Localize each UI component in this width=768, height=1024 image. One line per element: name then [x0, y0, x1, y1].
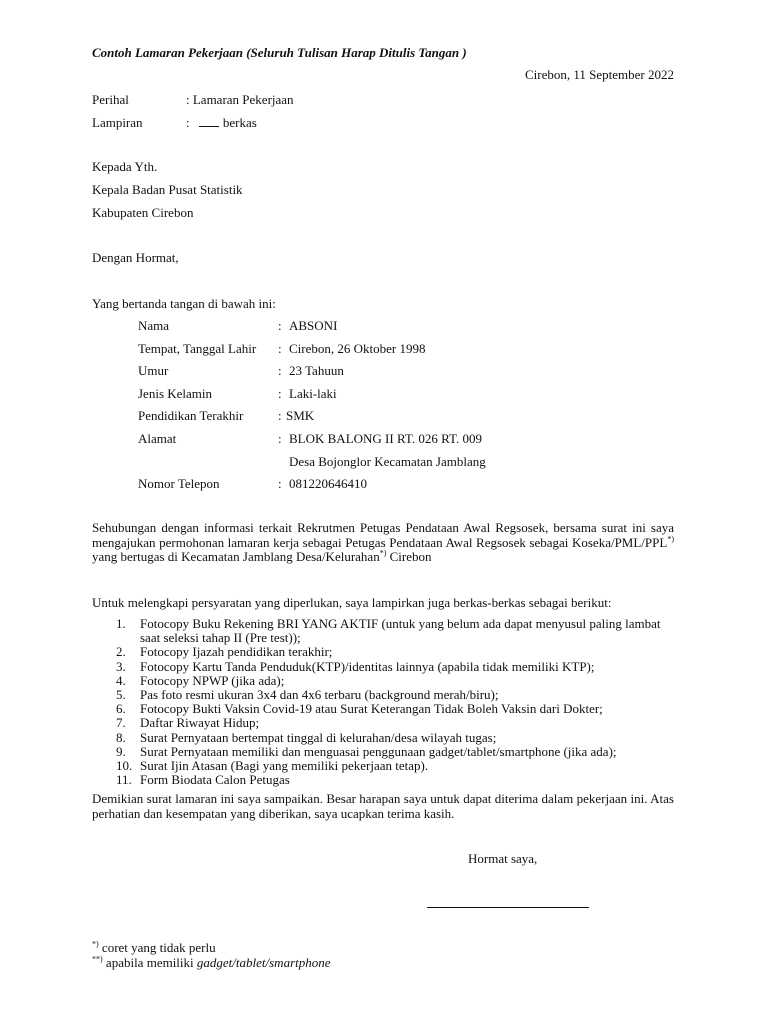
lampiran-value-row [186, 115, 257, 131]
list-item-text: Surat Pernyataan memiliki dan menguasai penggunaan gadget/tablet/smartphone (jika ada); [140, 743, 617, 759]
field-jk-value: Laki-laki [289, 386, 337, 401]
field-alamat-value-line2: Desa Bojonglor Kecamatan Jamblang [289, 454, 486, 469]
field-umur-label: Umur [138, 363, 169, 378]
list-item-number: 8. [116, 729, 126, 745]
field-umur-value: 23 Tahuun [289, 363, 344, 378]
lampiran-label: Lampiran [92, 115, 143, 130]
paragraph-sehubungan-part3: Cirebon [386, 549, 432, 564]
footnote-2-text: apabila memiliki [102, 955, 197, 970]
document-heading: Contoh Lamaran Pekerjaan (Seluruh Tulisan Harap Ditulis Tangan ) [92, 45, 467, 60]
field-jk-label: Jenis Kelamin [138, 386, 213, 401]
paragraph-closing: Demikian surat lamaran ini saya sampaikan. Besar harapan saya untuk dapat diterima dalam pekerjaan ini. Atas perhatian dan kesempatan yang diberikan, saya ucapkan terima kasih. [92, 791, 674, 821]
field-telepon-label: Nomor Telepon [138, 476, 220, 491]
footnote-2-italic: gadget/tablet/smartphone [196, 955, 331, 970]
intro-text: Yang bertanda tangan di bawah ini: [92, 296, 276, 311]
recipient-line-3: Kabupaten Cirebon [92, 205, 194, 220]
list-item-text: Fotocopy Kartu Tanda Penduduk(KTP)/identitas lainnya (apabila tidak memiliki KTP); [140, 658, 595, 674]
list-item [92, 617, 674, 645]
list-item-text: Fotocopy Ijazah pendidikan terakhir; [140, 644, 333, 660]
field-alamat-colon: : [278, 431, 282, 446]
letter-date: Cirebon, 11 September 2022 [525, 67, 674, 82]
recipient-line-1: Kepada Yth. [92, 159, 158, 174]
field-telepon-value: 081220646410 [289, 476, 367, 491]
list-item-text: Form Biodata Calon Petugas [140, 772, 290, 788]
footnote-1 [92, 940, 216, 956]
list-item [92, 759, 674, 773]
footnote-mark-2: *) [379, 548, 387, 558]
field-jk-colon: : [278, 386, 282, 401]
greeting: Dengan Hormat, [92, 250, 179, 265]
field-pendidikan-colon: : [278, 408, 282, 423]
field-alamat-value: BLOK BALONG II RT. 026 RT. 009 [289, 431, 482, 446]
lampiran-colon: : [186, 115, 190, 130]
recipient-line-2: Kepala Badan Pusat Statistik [92, 182, 243, 197]
list-item-text: Fotocopy Buku Rekening BRI YANG AKTIF (untuk yang belum ada dapat menyusul paling lambat saat seleksi tahap II (Pre test)); [140, 616, 661, 646]
list-item [92, 660, 674, 674]
list-item [92, 645, 674, 659]
list-item [92, 674, 674, 688]
lampiran-value: berkas [222, 115, 257, 130]
list-item-number: 4. [116, 672, 126, 688]
field-ttl-colon: : [278, 341, 282, 356]
field-ttl-value: Cirebon, 26 Oktober 1998 [289, 341, 426, 356]
field-nama-colon: : [278, 318, 282, 333]
field-telepon-colon: : [278, 476, 282, 491]
list-item [92, 702, 674, 716]
signature-line [427, 907, 589, 908]
footnote-2 [92, 955, 331, 971]
paragraph-sehubungan-part2: yang bertugas di Kecamatan Jamblang Desa/Kelurahan [92, 549, 380, 564]
list-item-number: 2. [116, 644, 126, 660]
list-item-number: 3. [116, 658, 126, 674]
signoff: Hormat saya, [468, 851, 538, 866]
footnote-2-mark: **) [92, 954, 103, 964]
perihal-value: : Lamaran Pekerjaan [186, 92, 294, 107]
list-item-text: Daftar Riwayat Hidup; [140, 715, 260, 731]
list-item-number: 11. [116, 772, 132, 788]
perihal-label: Perihal [92, 92, 129, 107]
footnote-1-mark: *) [92, 939, 99, 949]
list-item [92, 745, 674, 759]
field-nama-label: Nama [138, 318, 170, 333]
field-ttl-label: Tempat, Tanggal Lahir [138, 341, 257, 356]
list-item-text: Pas foto resmi ukuran 3x4 dan 4x6 terbaru (background merah/biru); [140, 687, 499, 703]
list-item [92, 716, 674, 730]
list-item-number: 5. [116, 687, 126, 703]
list-item [92, 688, 674, 702]
field-nama-value: ABSONI [289, 318, 338, 333]
list-item-text: Surat Pernyataan bertempat tinggal di kelurahan/desa wilayah tugas; [140, 729, 497, 745]
field-pendidikan-value: SMK [286, 408, 315, 423]
list-item-number: 1. [116, 616, 126, 631]
list-item-number: 7. [116, 715, 126, 731]
field-alamat-label: Alamat [138, 431, 177, 446]
field-pendidikan-label: Pendidikan Terakhir [138, 408, 244, 423]
paragraph-sehubungan-part1: Sehubungan dengan informasi terkait Rekrutmen Petugas Pendataan Awal Regsosek, bersama surat ini saya mengajukan permohonan lamaran kerja sebagai Petugas Pendataan Awal Regsosek sebagai Koseka/PML/PPL [92, 520, 674, 550]
paragraph-sehubungan [92, 521, 674, 565]
paragraph-lampiran: Untuk melengkapi persyaratan yang diperlukan, saya lampirkan juga berkas-berkas sebagai berikut: [92, 595, 612, 610]
footnote-mark-1: *) [667, 534, 674, 544]
list-item-text: Surat Ijin Atasan (Bagi yang memiliki pekerjaan tetap). [140, 758, 429, 774]
lampiran-blank-line [199, 115, 219, 127]
list-item-text: Fotocopy NPWP (jika ada); [140, 672, 285, 688]
list-item [92, 773, 674, 787]
attachment-list [92, 617, 674, 787]
footnote-1-text: coret yang tidak perlu [98, 940, 216, 955]
list-item-number: 6. [116, 701, 126, 717]
list-item-text: Fotocopy Bukti Vaksin Covid-19 atau Surat Keterangan Tidak Boleh Vaksin dari Dokter; [140, 701, 603, 717]
list-item [92, 731, 674, 745]
list-item-number: 9. [116, 743, 126, 759]
list-item-number: 10. [116, 758, 133, 774]
field-umur-colon: : [278, 363, 282, 378]
